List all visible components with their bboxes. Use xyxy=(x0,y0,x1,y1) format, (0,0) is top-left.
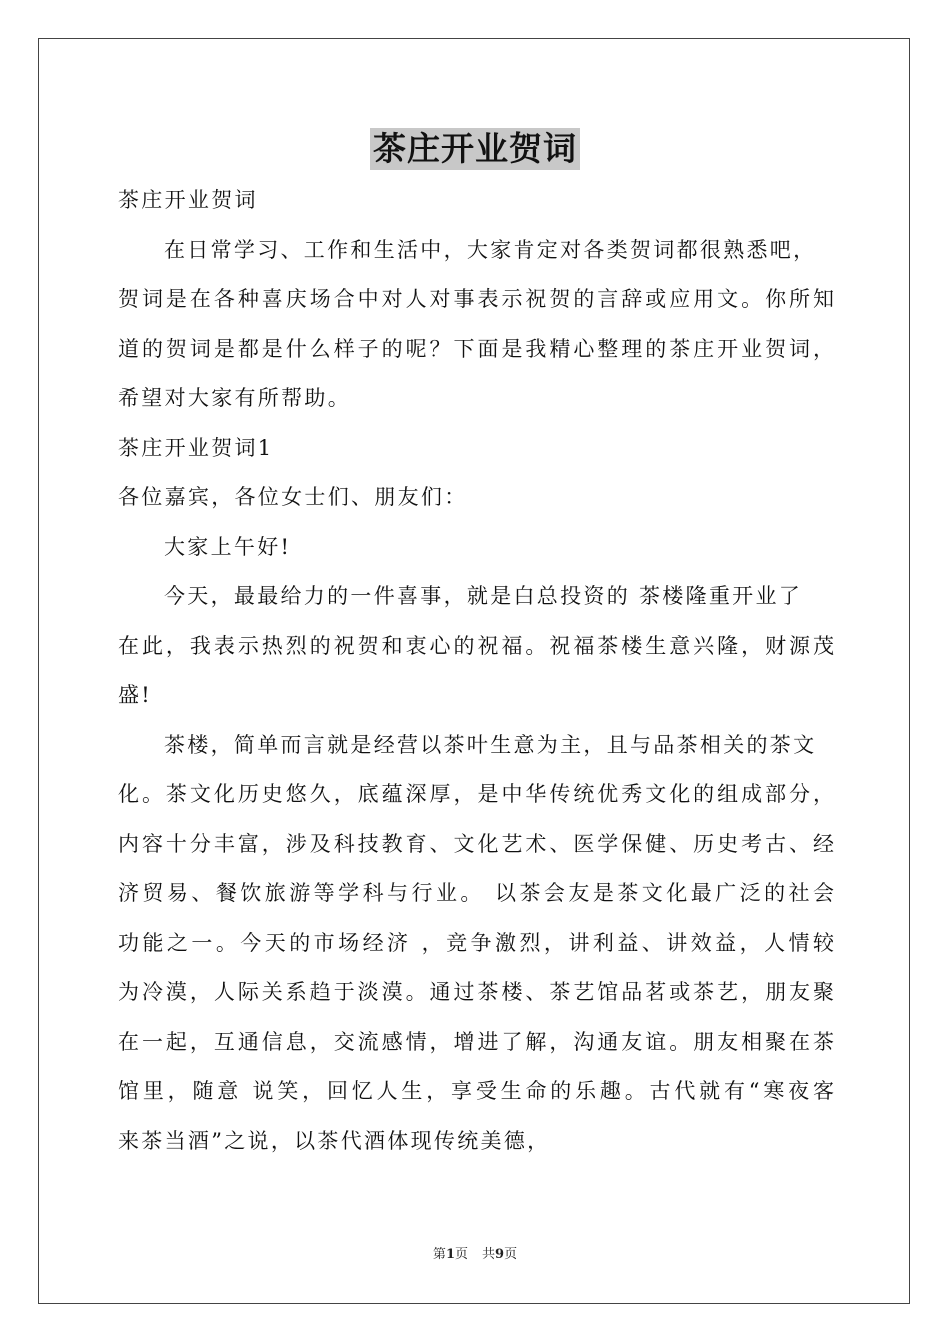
total-prefix: 共 xyxy=(482,1247,496,1262)
page-total: 9 xyxy=(495,1247,505,1262)
body-line: 为冷漠，人际关系趋于淡漠。通过茶楼、茶艺馆品茗或茶艺，朋友聚 xyxy=(118,980,834,1004)
page-number: 1 xyxy=(445,1247,455,1262)
document-body xyxy=(118,176,834,1166)
body-line: 茶楼，简单而言就是经营以茶叶生意为主，且与品茶相关的茶文 xyxy=(164,732,817,757)
body-line: 馆里，随意 说笑，回忆人生，享受生命的乐趣。古代就有“寒夜客 xyxy=(118,1079,834,1103)
page-footer xyxy=(0,1246,950,1264)
title-container xyxy=(0,128,950,170)
body-line: 化。茶文化历史悠久，底蕴深厚，是中华传统优秀文化的组成部分， xyxy=(118,782,834,806)
body-line: 贺词是在各种喜庆场合中对人对事表示祝贺的言辞或应用文。你所知 xyxy=(118,287,834,311)
page-prefix: 第 xyxy=(432,1247,446,1262)
document-title: 茶庄开业贺词 xyxy=(370,128,580,170)
total-unit: 页 xyxy=(504,1247,518,1262)
body-line: 在日常学习、工作和生活中，大家肯定对各类贺词都很熟悉吧， xyxy=(164,237,817,262)
body-line: 希望对大家有所帮助。 xyxy=(118,386,351,410)
body-line: 在一起，互通信息，交流感情，增进了解，沟通友谊。朋友相聚在茶 xyxy=(118,1029,834,1054)
subtitle-line: 茶庄开业贺词 xyxy=(118,188,258,212)
body-line: 道的贺词是都是什么样子的呢？下面是我精心整理的茶庄开业贺词， xyxy=(118,336,834,361)
body-line: 各位嘉宾，各位女士们、朋友们： xyxy=(118,485,468,509)
body-line: 来茶当酒”之说，以茶代酒体现传统美德， xyxy=(118,1128,551,1153)
page-unit: 页 xyxy=(454,1247,468,1262)
body-line: 功能之一。今天的市场经济 ，竞争激烈，讲利益、讲效益，人情较 xyxy=(118,930,834,955)
section-heading: 茶庄开业贺词1 xyxy=(118,435,274,460)
body-line: 今天，最最给力的一件喜事，就是白总投资的 茶楼隆重开业了 xyxy=(164,584,803,608)
body-line: 大家上午好! xyxy=(164,534,292,559)
body-line: 在此，我表示热烈的祝贺和衷心的祝福。祝福茶楼生意兴隆，财源茂 xyxy=(118,633,834,658)
body-line: 盛! xyxy=(118,683,153,707)
body-line: 济贸易、餐饮旅游等学科与行业。 以茶会友是茶文化最广泛的社会 xyxy=(118,881,834,905)
body-line: 内容十分丰富，涉及科技教育、文化艺术、医学保健、历史考古、经 xyxy=(118,831,834,856)
